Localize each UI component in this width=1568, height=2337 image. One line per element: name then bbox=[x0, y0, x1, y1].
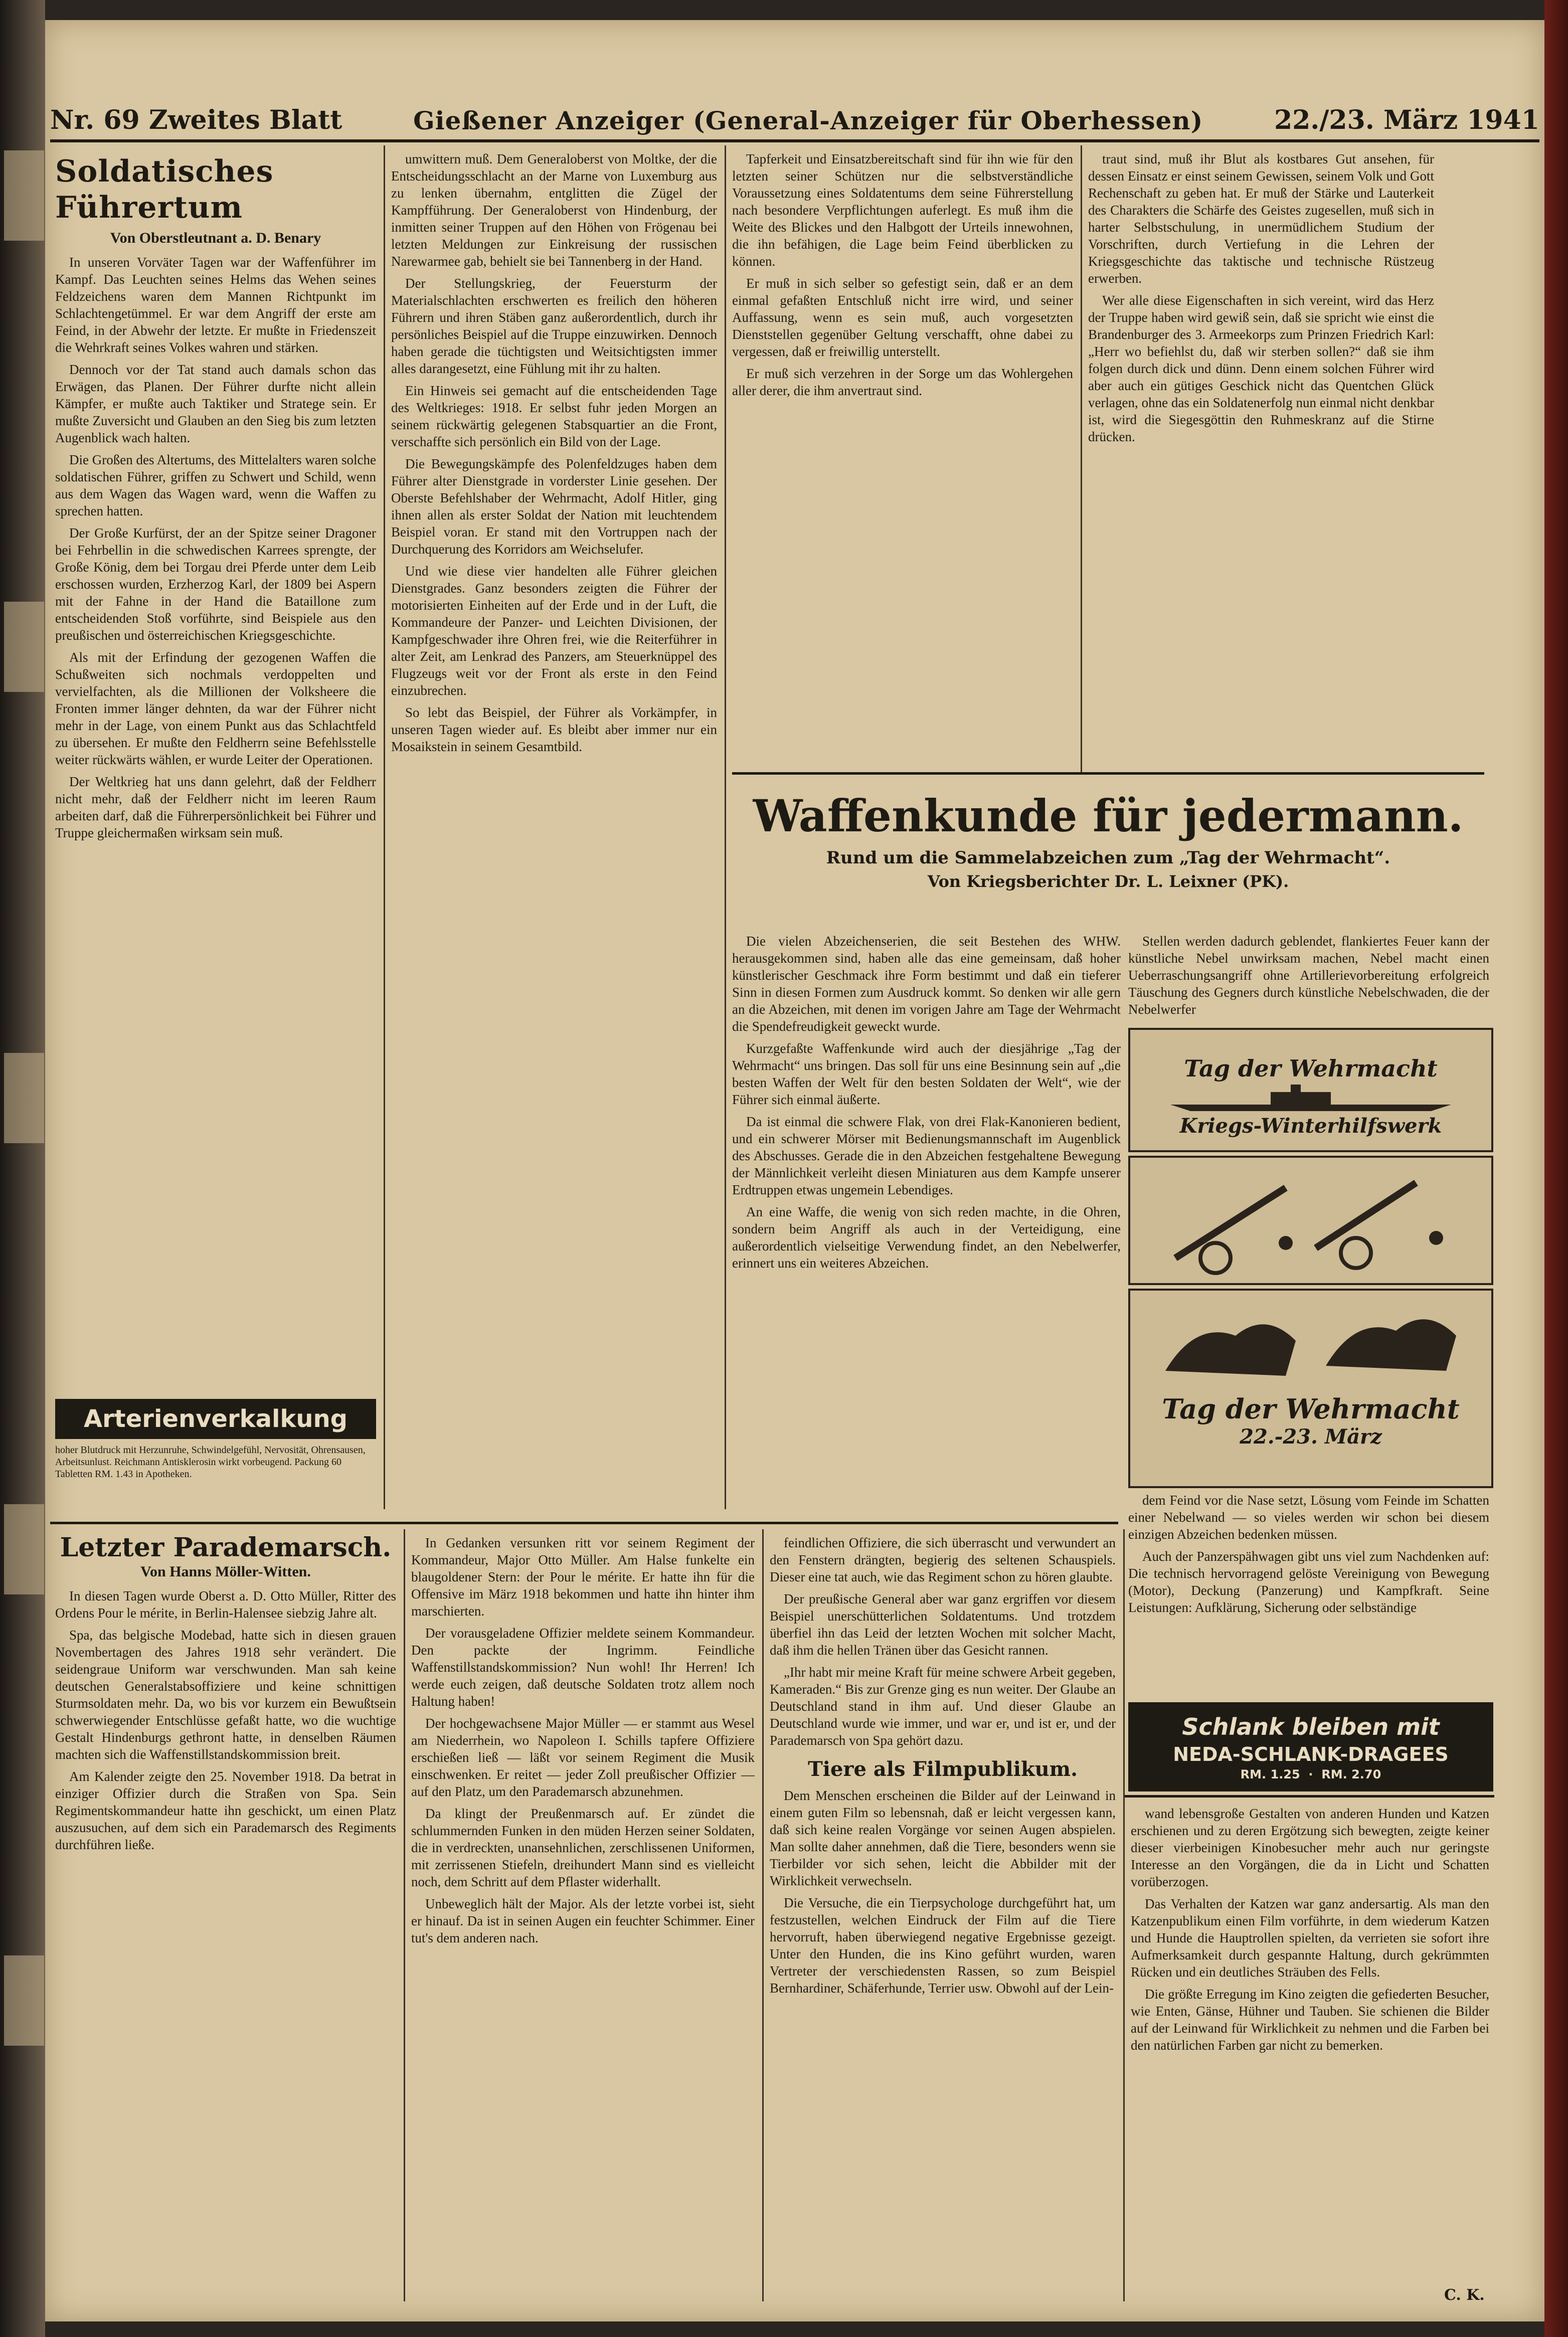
section-rule bbox=[732, 772, 1484, 775]
ad-slogan: Schlank bleiben mit bbox=[1182, 1713, 1440, 1740]
paragraph: Da klingt der Preußenmarsch auf. Er zündet die schlummernden Funken in den müden Herzen seiner Soldaten, die in verdreckten, unansehnlichen, zerschlissenen Uniformen, mit zerrissenen Stiefeln, dreihundert Mann sind es vielleicht noch, dem Schritt auf dem Pflaster widerhallt. bbox=[411, 1806, 755, 1889]
adjacent-page-fragment bbox=[4, 1955, 44, 2046]
article-soldatisches-fuehrertum bbox=[55, 150, 376, 1389]
column-rule bbox=[725, 145, 726, 1509]
issue-date: 22./23. März 1941 bbox=[1274, 105, 1539, 135]
author-initials: C. K. bbox=[1444, 2286, 1485, 2304]
paragraph: Dem Menschen erscheinen die Bilder auf der Leinwand in einem guten Film so lebensnah, daß er leicht vergessen kann, daß sich keine realen Vorgänge vor seinen Augen abspielen. Man sollte daher annehmen, daß die Tiere, besonders wenn sie Tierbilder vor sich sehen, leicht die Abbilder mit der Wirklichkeit verwechseln. bbox=[770, 1788, 1116, 1888]
article-byline: Von Hanns Möller-Witten. bbox=[140, 1563, 311, 1580]
newspaper-page bbox=[45, 20, 1544, 2321]
paragraph: Das Verhalten der Katzen war ganz andersartig. Als man den Katzenpublikum einen Film vorführte, in dem wiederum Katzen und Hunde die Hauptrollen spielten, da verrieten sie sofort ihre Aufmerksamkeit durch gespannte Haltung, durch gekrümmten Rücken und ein deutliches Sträuben des Fells. bbox=[1131, 1896, 1489, 1980]
paragraph: In unseren Vorväter Tagen war der Waffenführer im Kampf. Das Leuchten seines Helms das Wehen seines Feldzeichens waren dem Mannen Richtpunkt im Schlachtengetümmel. Er war dem Angriff der erste am Feind, in der Abwehr der letzte. Er mußte in Friedenszeit die Wehrkraft seines Volkes wahren und stärken. bbox=[55, 255, 376, 355]
paragraph: Dennoch vor der Tat stand auch damals schon das Erwägen, das Planen. Der Führer durfte nicht allein Kämpfer, er mußte auch Taktiker und Stratege sein. Er mußte Zuversicht und Glauben an den Sieg bis zum letzten Augenblick wach halten. bbox=[55, 362, 376, 445]
paragraph: Der Weltkrieg hat uns dann gelehrt, daß der Feldherr nicht mehr, daß der Feldherr nicht im leeren Raum arbeiten darf, daß die Führerpersönlichkeit bei Führer und Truppe gleichermaßen wirksam sein muß. bbox=[55, 774, 376, 840]
column-rule bbox=[404, 1529, 405, 2301]
paragraph: umwittern muß. Dem Generaloberst von Moltke, der die Entscheidungsschlacht an der Marne von Luxemburg aus zu lenken übernahm, entglitten die Zügel der Kampfführung. Der Generaloberst von Hindenburg, der inmitten seiner Truppen auf den Höhen von Frögenau bei letzten Meldungen zur Einkreisung der russischen Narewarmee gab, behielt sie bei Tannenberg in der Hand. bbox=[391, 151, 717, 269]
ad-prices: RM. 1.25 · RM. 2.70 bbox=[1240, 1767, 1381, 1781]
newspaper-title: Gießener Anzeiger (General-Anzeiger für Oberhessen) bbox=[413, 106, 1203, 135]
paragraph: Kurzgefaßte Waffenkunde wird auch der diesjährige „Tag der Wehrmacht“ uns bringen. Das soll für uns eine Besinnung sein auf „die besten Waffen der Welt für den besten Soldaten der Welt“, wie der Führer sich einmal äußerte. bbox=[732, 1041, 1121, 1107]
article-letzter-parademarsch bbox=[770, 1534, 1116, 2301]
paragraph: Ein Hinweis sei gemacht auf die entscheidenden Tage des Weltkrieges: 1918. Er selbst fuhr jeden Morgen an seinem rückwärtig gelegenen Stabsquartier an die Front, verschaffte sich persönlich ein Bild von der Lage. bbox=[391, 383, 717, 449]
article-subtitle: Rund um die Sammelabzeichen zum „Tag der Wehrmacht“. bbox=[826, 848, 1390, 868]
article-waffenkunde-header bbox=[732, 772, 1484, 923]
paragraph: Unbeweglich hält der Major. Als der letzte vorbei ist, sieht er hinauf. Da ist in seinen Augen ein feuchter Schimmer. Einer tut's dem anderen nach. bbox=[411, 1896, 755, 1945]
badge-image-warship bbox=[1128, 1028, 1493, 1152]
paragraph: feindlichen Offiziere, die sich überrascht und verwundert an den Fenstern drängten, begierig des seltenen Schauspiels. Dieser eine tat auch, wie das Regiment schon zu hören glaubte. bbox=[770, 1535, 1116, 1584]
paragraph: traut sind, muß ihr Blut als kostbares Gut ansehen, für dessen Einsatz er einst seinem Gewissen, seinem Volk und Gott Rechenschaft zu geben hat. Er muß der Stärke und Lauterkeit des Charakters die Schärfe des Geistes zugesellen, muß sich in harter Selbstschulung, in unermüdlichem Studium der Vorschriften, durch Vertiefung in die Lehren der Kriegsgeschichte das taktische und technische Rüstzeug erwerben. bbox=[1088, 151, 1434, 286]
paragraph: dem Feind vor die Nase setzt, Lösung vom Feinde im Schatten einer Nebelwand — so vieles werden wir schon bei diesem einzigen Abzeichen bedenken müssen. bbox=[1128, 1493, 1489, 1542]
binding-edge bbox=[1544, 0, 1568, 2337]
article-title: Letzter Parademarsch. bbox=[60, 1534, 392, 1563]
issue-label: Nr. 69 Zweites Blatt bbox=[50, 105, 342, 135]
paragraph: Auch der Panzerspähwagen gibt uns viel zum Nachdenken auf: Die technisch hervorragend gelöste Vereinigung von Bewegung (Motor), Deckung (Panzerung) und Kampfkraft. Seine Leistungen: Aufklärung, Sicherung oder selbständige bbox=[1128, 1549, 1489, 1615]
paragraph: Am Kalender zeigte den 25. November 1918. Da betrat in einziger Offizier durch die Straßen von Spa. Sein Regimentskommandeur hatte ihn geschickt, um einen Platz auszusuchen, auf dem sich ein Parademarsch des Regiments durchführen ließe. bbox=[55, 1769, 396, 1852]
paragraph: wand lebensgroße Gestalten von anderen Hunden und Katzen erschienen und zu deren Ergötzung sich bewegten, zeigte keiner dieser vierbeinigen Kinobesucher mehr auch nur geringste Interesse an den Vorgängen, die da in Licht und Schatten vorüberzogen. bbox=[1131, 1806, 1489, 1889]
adjacent-page-fragment bbox=[4, 1504, 44, 1594]
paragraph: Der hochgewachsene Major Müller — er stammt aus Wesel am Niederrhein, wo Napoleon I. Schills tapfere Offiziere erschießen ließ — läßt vor seinem Regiment die Musik einschwenken. Er reitet — jeder Zoll preußischer Offizier — auf den Platz, um den Parademarsch abzunehmen. bbox=[411, 1716, 755, 1799]
paragraph: An eine Waffe, die wenig von sich reden machte, in die Ohren, sondern beim Angriff als auch in der Verteidigung, eine außerordentlich vielseitige Verwendung findet, an den Nebelwerfer, erinnert uns ein weiteres Abzeichen. bbox=[732, 1204, 1121, 1271]
article-waffenkunde-body bbox=[1128, 1492, 1489, 1697]
section-rule bbox=[1123, 1795, 1494, 1797]
article-continuation bbox=[732, 150, 1073, 762]
paragraph: Die Bewegungskämpfe des Polenfeldzuges haben dem Führer alter Dienstgrade in vorderster Linie gesehen. Der Oberste Befehlshaber der Wehrmacht, Adolf Hitler, ging ihnen allen als erster Soldat der Nation mit leuchtendem Beispiel voran. Er stand mit den Vortruppen nach der Durchquerung des Korridors am Weichselufer. bbox=[391, 456, 717, 557]
adjacent-page-fragment bbox=[4, 602, 44, 692]
section-rule bbox=[50, 1522, 1118, 1524]
column-rule bbox=[1123, 1529, 1125, 2301]
badge-image-artillery bbox=[1128, 1156, 1493, 1285]
article-byline: Von Kriegsberichter Dr. L. Leixner (PK). bbox=[927, 872, 1289, 891]
article-byline: Von Oberstleutnant a. D. Benary bbox=[110, 230, 321, 246]
paragraph: Er muß sich verzehren in der Sorge um das Wohlergehen aller derer, die ihm anvertraut sind. bbox=[732, 366, 1073, 398]
masthead bbox=[50, 95, 1539, 142]
badge-caption: 22.-23. März bbox=[1240, 1425, 1382, 1449]
book-spine bbox=[0, 0, 45, 2337]
paragraph: Der Stellungskrieg, der Feuersturm der Materialschlachten erschwerten es freilich den höheren Führern und ihren Stäben ganz außerordentlich, durch ihr persönliches Beispiel auf die Truppe einzuwirken. Dennoch haben gerade die tüchtigsten und Weitsichtigsten immer alles darangesetzt, eine Fühlung mit ihr zu halten. bbox=[391, 276, 717, 376]
paragraph: Der preußische General aber war ganz ergriffen vor diesem Beispiel unerschütterlichen Soldatentums. Und trotzdem überfiel ihn das Leid der letzten Wochen mit solcher Macht, daß ihm die hellen Tränen über das Gesicht rannen. bbox=[770, 1591, 1116, 1658]
paragraph: Er muß in sich selber so gefestigt sein, daß er an dem einmal gefaßten Entschluß nicht irre wird, und seiner Auffassung, wenn es sein muß, auch vorgesetzten Dienststellen gegenüber Geltung verschafft, ohne dabei zu vergessen, daß er freiwillig unterstellt. bbox=[732, 276, 1073, 359]
ad-product: NEDA-SCHLANK-DRAGEES bbox=[1173, 1743, 1449, 1765]
paragraph: Die Versuche, die ein Tierpsychologe durchgeführt hat, um festzustellen, welchen Eindruck der Film auf die Tiere hervorruft, haben überwiegend negative Ergebnisse gezeigt. Unter den Hunden, die ins Kino geführt wurden, waren Vertreter der verschiedensten Rassen, so zum Beispiel Bernhardiner, Schäferhunde, Terrier usw. Obwohl auf der Lein- bbox=[770, 1895, 1116, 1996]
price: RM. 2.70 bbox=[1321, 1767, 1381, 1781]
paragraph: Der Große Kurfürst, der an der Spitze seiner Dragoner bei Fehrbellin in die schwedischen Karrees sprengte, der Große König, dem bei Torgau drei Pferde unter dem Leib erschossen wurden, Erzherzog Karl, der 1809 bei Aspern mit der Fahne in der Hand die Bataillone zum entscheidenden Stoß vorführte, sind Beispiele aus den preußischen und österreichischen Kriegsgeschichte. bbox=[55, 525, 376, 643]
warship-icon bbox=[1160, 1082, 1461, 1112]
badge-caption: Tag der Wehrmacht bbox=[1162, 1393, 1460, 1425]
article-continuation bbox=[391, 150, 717, 1509]
article-tiere-als-filmpublikum bbox=[1131, 1805, 1489, 2286]
article-title: Soldatisches Führertum bbox=[55, 154, 274, 225]
ad-arterienverkalkung-banner: Arterienverkalkung bbox=[55, 1399, 376, 1439]
paragraph: In diesen Tagen wurde Oberst a. D. Otto Müller, Ritter des Ordens Pour le mérite, in Berlin-Halensee siebzig Jahre alt. bbox=[55, 1588, 396, 1621]
article-letzter-parademarsch bbox=[55, 1534, 396, 2301]
paragraph: Stellen werden dadurch geblendet, flankiertes Feuer kann der künstliche Nebel unwirksam machen, Nebel macht einen Ueberraschungsangriff ohne Artillerievorbereitung erfolgreich Täuschung des Gegners durch künstliche Nebelschwaden, die der Nebelwerfer bbox=[1128, 934, 1489, 1017]
ad-arterienverkalkung-text: hoher Blutdruck mit Herzunruhe, Schwindelgefühl, Nervosität, Ohrensausen, Arbeitsunlust. Reichmann Antisklerosin wirkt vorbeugend. Packung 60 Tabletten RM. 1.43 in Apotheken. bbox=[55, 1445, 366, 1480]
badge-image-cavalry bbox=[1128, 1289, 1493, 1488]
paragraph: Tapferkeit und Einsatzbereitschaft sind für ihn wie für den letzten seiner Schützen nur die selbstverständliche Voraussetzung eines Soldatentums dem seine Führerstellung nach besondere Verpflichtungen auferlegt. Es muß ihm die Weite des Blickes und den Halbgott der Urteils innewohnen, die ihn befähigen, die Lage beim Feind überblicken zu können. bbox=[732, 151, 1073, 269]
horse-icon bbox=[1135, 1291, 1486, 1391]
paragraph: Wer alle diese Eigenschaften in sich vereint, wird das Herz der Truppe haben wird gewiß sein, daß sie spricht wie einst die Brandenburger des 3. Armeekorps zum Prinzen Friedrich Karl: „Herr wo befiehlst du, daß wir sterben sollen?“ daß sie ihm folgen durch dick und dünn. Denn einem solchen Führer wird aber auch ein gütiges Geschick nicht das Quentchen Glück verlagen, ohne das ein Soldatenerfolg nun einmal nicht denkbar ist, wird die Siegesgöttin den Ruhmeskranz auf die Stirne drücken. bbox=[1088, 293, 1434, 444]
article-letzter-parademarsch bbox=[411, 1534, 755, 2301]
paragraph: Spa, das belgische Modebad, hatte sich in diesen grauen Novembertagen des Jahres 1918 sehr verändert. Die seidengraue Uniform war verschwunden. Man sah keine deutschen Generalstabsoffiziere und keine schnittigen Sturmsoldaten mehr. Da, wo bis vor kurzem ein Bewußtsein schwerwiegender Entschlüsse gefaßt hatte, wo die wuchtige Gestalt Hindenburgs gethront hatte, in denselben Räumen machten sich die Waffenstillstandskommission breit. bbox=[55, 1628, 396, 1762]
article-waffenkunde-body bbox=[1128, 933, 1489, 1023]
paragraph: „Ihr habt mir meine Kraft für meine schwere Arbeit gegeben, Kameraden.“ Bis zur Grenze ging es nun weiter. Der Glaube an Deutschland stand in ihm auf. Und dieser Glaube an Deutschland wurde wie immer, und war er, und ist er, und der Parademarsch von Spa gehört dazu. bbox=[770, 1665, 1116, 1748]
price: RM. 1.25 bbox=[1240, 1767, 1300, 1781]
paragraph: So lebt das Beispiel, der Führer als Vorkämpfer, in unseren Tagen wieder auf. Es bleibt aber immer nur ein Mosaikstein in seinem Gesamtbild. bbox=[391, 705, 717, 754]
paragraph: Die größte Erregung im Kino zeigten die gefiederten Besucher, wie Enten, Gänse, Hühner und Tauben. Sie schienen die Bilder auf der Leinwand für Wirklichkeit zu nehmen und die Farben bei den natürlichen Farben gar nicht zu bemerken. bbox=[1131, 1987, 1489, 2053]
paragraph: In Gedanken versunken ritt vor seinem Regiment der Kommandeur, Major Otto Müller. Am Halse funkelte ein blaugoldener Stern: der Pour le mérite. Er hatte ihn für die Offensive im März 1918 bekommen und hatte ihn hinter ihm marschierten. bbox=[411, 1535, 755, 1619]
article-continuation bbox=[1088, 150, 1434, 762]
column-rule bbox=[1081, 145, 1082, 772]
paragraph: Und wie diese vier handelten alle Führer gleichen Dienstgrades. Ganz besonders zeigten die Führer der motorisierten Einheiten auf der Erde und in der Luft, die Kommandeure der Panzer- und Leichten Divisionen, der Kampfgeschwader ihre Ohren frei, wie die Reiterführer in alter Zeit, am Lenkrad des Panzers, am Steuerknüppel des Flugzeugs weit vor der Front als erste in den Feind einzubrechen. bbox=[391, 564, 717, 698]
badge-caption: Kriegs-Winterhilfswerk bbox=[1179, 1114, 1442, 1138]
artillery-icon bbox=[1135, 1158, 1486, 1278]
paragraph: Die vielen Abzeichenserien, die seit Bestehen des WHW. herausgekommen sind, haben alle das eine gemeinsam, daß hoher künstlerischer Geschmack ihre Form bestimmt und daß ein tieferer Sinn in diesen Formen zum Ausdruck kommt. So denken wir alle gern an die Abzeichen, mit denen im vorigen Jahre am Tage der Wehrmacht die Spendefreudigkeit geweckt wurde. bbox=[732, 934, 1121, 1034]
badge-caption: Tag der Wehrmacht bbox=[1184, 1055, 1438, 1082]
adjacent-page-fragment bbox=[4, 1053, 44, 1143]
article-title: Waffenkunde für jedermann. bbox=[753, 790, 1464, 842]
paragraph: Die Großen des Altertums, des Mittelalters waren solche soldatischen Führer, griffen zu Schwert und Schild, wenn aus dem Wagen das Wagen ward, wenn die Waffen zu sprechen hatten. bbox=[55, 452, 376, 518]
column-rule bbox=[762, 1529, 764, 2301]
article-waffenkunde-body bbox=[732, 933, 1121, 1509]
article-title: Tiere als Filmpublikum. bbox=[808, 1757, 1078, 1781]
paragraph: Da ist einmal die schwere Flak, von drei Flak-Kanonieren bedient, und ein schwerer Mörser mit Bedienungsmannschaft im Augenblick des Abschusses. Gerade die in den Abzeichen festgehaltene Bewegung der Männlichkeit verleiht diesen Miniaturen aus dem Kampfe unserer Erdtruppen etwas ungemein Lebendiges. bbox=[732, 1114, 1121, 1197]
paragraph: Als mit der Erfindung der gezogenen Waffen die Schußweiten sich nochmals verdoppelten und vervielfachten, als die Millionen der Volksheere die Fronten immer länger dehnten, da war der Führer nicht mehr in der Lage, von einem Punkt aus das Schlachtfeld zu übersehen. Er mußte den Feldherrn seine Befehlsstelle weiter rückwärts wählen, er wurde Leiter der Operationen. bbox=[55, 650, 376, 767]
ad-neda-schlank bbox=[1128, 1702, 1493, 1791]
column-rule bbox=[384, 145, 385, 1509]
adjacent-page-fragment bbox=[4, 150, 44, 241]
paragraph: Der vorausgeladene Offizier meldete seinem Kommandeur. Den packte der Ingrimm. Feindliche Waffenstillstandskommission? Nun wohl! Ihr Herren! Ich werde euch zeigen, daß deutsche Soldaten trotz allem noch Haltung haben! bbox=[411, 1626, 755, 1709]
